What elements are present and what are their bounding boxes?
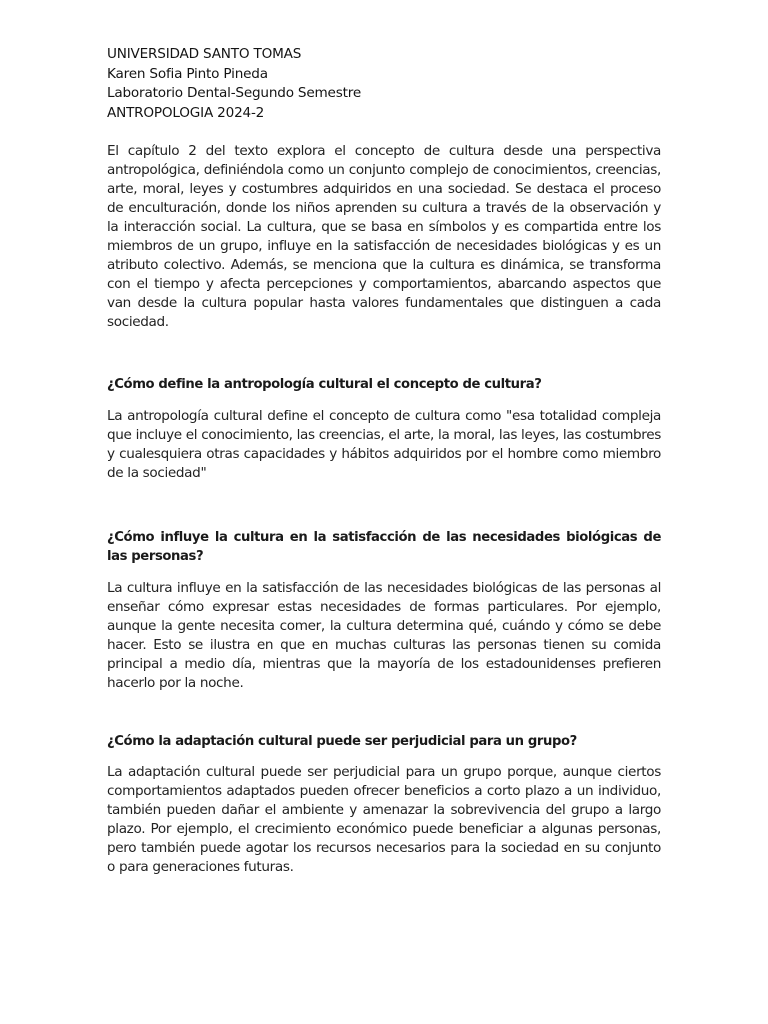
author-name: Karen Sofia Pinto Pineda	[107, 65, 268, 82]
answer-paragraph: La cultura influye en la satisfacción de las necesidades biológicas de las personas al enseñar cómo expresar estas necesidades de formas particulares. Por ejemplo, aunque la gente necesita comer, la cultura determina qué, cuándo y cómo se debe hacer. Esto se ilustra en que en muchas culturas las personas tienen su comida principal a medio día, mientras que la mayoría de los estadounidenses prefieren hacerlo por la noche.	[107, 579, 661, 691]
document-header	[107, 45, 661, 123]
university-name: UNIVERSIDAD SANTO TOMAS	[107, 46, 302, 62]
intro-paragraph: El capítulo 2 del texto explora el concepto de cultura desde una perspectiva antropológica, definiéndola como un conjunto complejo de conocimientos, creencias, arte, moral, leyes y costumbres adquiridos en una sociedad. Se destaca el proceso de enculturación, donde los niños aprenden su cultura a través de la observación y la interacción social. La cultura, que se basa en símbolos y es compartida entre los miembros de un grupo, influye en la satisfacción de necesidades biológicas y es un atributo colectivo. Además, se menciona que la cultura es dinámica, se transforma con el tiempo y afecta percepciones y comportamientos, abarcando aspectos que van desde la cultura popular hasta valores fundamentales que distinguen a cada sociedad.	[107, 143, 661, 330]
program-name: Laboratorio Dental-Segundo Semestre	[107, 85, 361, 101]
answer-paragraph: La adaptación cultural puede ser perjudicial para un grupo porque, aunque ciertos comportamientos adaptados pueden ofrecer beneficios a corto plazo a un individuo, también pueden dañar el ambiente y amenazar la sobrevivencia del grupo a largo plazo. Por ejemplo, el crecimiento económico puede beneficiar a algunas personas, pero también puede agotar los recursos necesarios para la sociedad en su conjunto o para generaciones futuras.	[107, 764, 661, 875]
question-heading: ¿Cómo la adaptación cultural puede ser perjudicial para un grupo?	[107, 733, 577, 749]
question-heading: ¿Cómo influye la cultura en la satisfacción de las necesidades biológicas de las personas?	[107, 529, 661, 564]
answer-paragraph: La antropología cultural define el concepto de cultura como "esa totalidad compleja que incluye el conocimiento, las creencias, el arte, la moral, las leyes, las costumbres y cualesquiera otras capacidades y hábitos adquiridos por el hombre como miembro de la sociedad"	[107, 407, 661, 481]
question-heading: ¿Cómo define la antropología cultural el concepto de cultura?	[107, 377, 542, 392]
course-name: ANTROPOLOGIA 2024-2	[107, 104, 265, 121]
